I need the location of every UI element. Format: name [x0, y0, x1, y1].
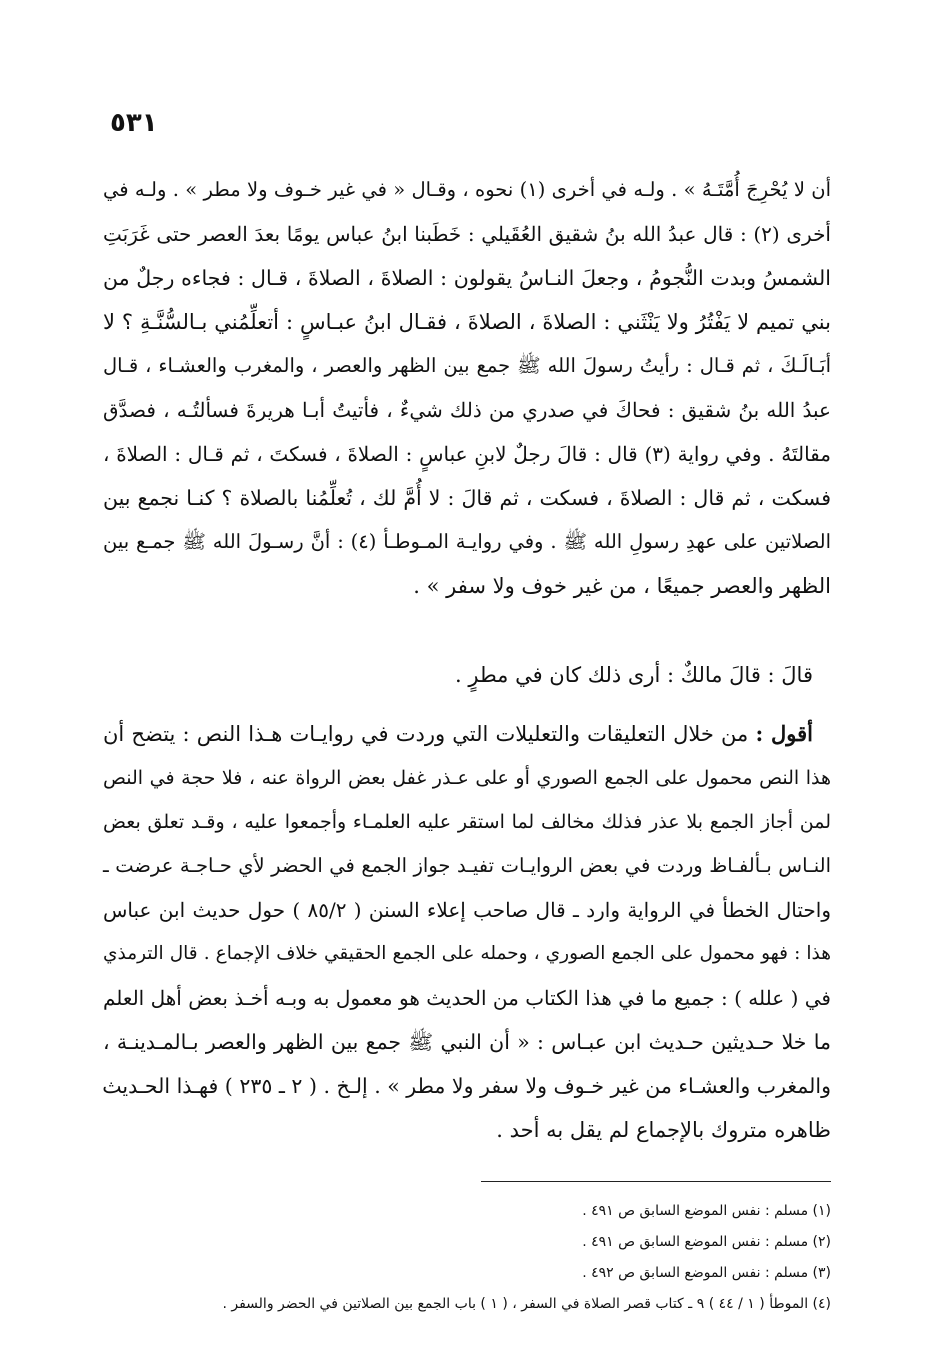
text-line: ما خلا حـديثين حـديث ابن عبـاس : « أن النبي ﷺ جمع بين الظهر والعصر بـالمـدينـة ،	[103, 1030, 831, 1054]
footnote-divider	[481, 1181, 831, 1182]
text-line: أن لا يُحْرِجَ أُمَّتَـهُ » . ولـه في أخرى (١) نحوه ، وقـال « في غير خـوف ولا مطر » . ولـه في	[103, 178, 831, 201]
footnote: (٣) مسلم : نفس الموضع السابق ص ٤٩٢ .	[582, 1265, 831, 1281]
text-line: في ( علله ) : جميع ما في هذا الكتاب من الحديث هو معمول به وبـه أخـذ بعض أهل العلم	[103, 986, 831, 1010]
footnote: (٢) مسلم : نفس الموضع السابق ص ٤٩١ .	[582, 1234, 831, 1250]
footnote: (١) مسلم : نفس الموضع السابق ص ٤٩١ .	[582, 1203, 831, 1219]
text-line: واحتال الخطأ في الرواية وارد ـ قال صاحب إعلاء السنن ( ٨٥/٢ ) حول حديث ابن عباس	[103, 898, 831, 922]
text-line: النـاس بـألفـاظ وردت في بعض الروايـات تفيـد جواز الجمع في الحضر لأي حـاجـة عرضت ـ	[103, 854, 831, 877]
text-line: الظهر والعصر جميعًا ، من غير خوف ولا سفر » .	[413, 574, 831, 598]
text-line: فسكت ، ثم قال : الصلاةَ ، فسكت ، ثم قالَ : لا أُمَّ لك ، تُعلِّمُنا بالصلاة ؟ كنـا نجمع بين	[103, 486, 831, 510]
text-line: هذا : فهو محمول على الجمع الصوري ، وحمله على الجمع الحقيقي خلاف الإجماع . قال الترمذي	[103, 943, 831, 964]
footnote: (٤) الموطأ ( ١ / ٤٤ ) ٩ ـ كتاب قصر الصلاة في السفر ، ( ١ ) باب الجمع بين الصلاتين في الحضر والسفر .	[222, 1296, 831, 1312]
text-line: قالَ : قالَ مالكٌ : أرى ذلك كان في مطرٍ .	[455, 663, 813, 687]
text-line: الشمسُ وبدت النُّجومُ ، وجعلَ النـاسُ يقولون : الصلاةَ ، الصلاةَ ، قـال : فجاءه رجلٌ من	[103, 266, 831, 290]
text-line: بني تميم لا يَفْتُرُ ولا يَنْثَني : الصلاةَ ، الصلاةَ ، فقـال ابنُ عبـاسٍ : أتعلِّمُني بـالسُّنَّـةِ ؟ لا	[103, 310, 831, 334]
text-line: ظاهره متروك بالإجماع لم يقل به أحد .	[496, 1118, 831, 1142]
commentary-first-line: من خلال التعليقات والتعليلات التي وردت في روايـات هـذا النص : يتضح أن	[103, 722, 756, 746]
text-line: والمغرب والعشـاء من غير خـوف ولا سفر ولا مطر » . إلـخ . ( ٢ ـ ٢٣٥ ) فهـذا الحـديث	[102, 1074, 831, 1098]
hadith-paragraph	[103, 168, 831, 608]
text-line: هذا النص محمول على الجمع الصوري أو على عـذر غفل بعض الرواة عنه ، فلا حجة في النص	[103, 767, 831, 789]
text-line: أخرى (٢) : قال عبدُ الله بنُ شقيق العُقَيلي : خَطَبنا ابنُ عباس يومًا بعدَ العصر حتى غَرَبَتِ	[103, 222, 831, 246]
commentary-paragraph	[103, 712, 831, 1152]
text-line: أبَـالَـكَ ، ثم قـال : رأيتُ رسولَ الله ﷺ جمع بين الظهر والعصر ، والمغرب والعشـاء ، قـال	[103, 354, 831, 377]
commentary-lead: أقول :	[755, 721, 813, 746]
malik-quote-paragraph	[103, 653, 831, 697]
text-line: عبدُ الله بنُ شقيق : فحاكَ في صدري من ذلك شيءٌ ، فأتيتُ أبـا هريرةَ فسألتُـه ، فصدَّق	[103, 398, 831, 422]
text-line: لمن أجاز الجمع بلا عذر فذلك مخالف لما استقر عليه العلمـاء وأجمعوا عليه ، وقـد تعلق بعض	[103, 811, 831, 833]
text-line	[103, 712, 831, 756]
page-number: ٥٣١	[110, 108, 158, 138]
text-line: مقالتَهُ . وفي رواية (٣) قال : قالَ رجلٌ لابنِ عباسٍ : الصلاةَ ، فسكتَ ، ثم قـال : الصلاةَ ،	[103, 442, 832, 466]
footnotes	[103, 1196, 831, 1320]
text-line: الصلاتين على عهدِ رسولِ الله ﷺ . وفي روايـة المـوطـأ (٤) : أنَّ رسـولَ الله ﷺ جمـع بين	[103, 530, 832, 553]
